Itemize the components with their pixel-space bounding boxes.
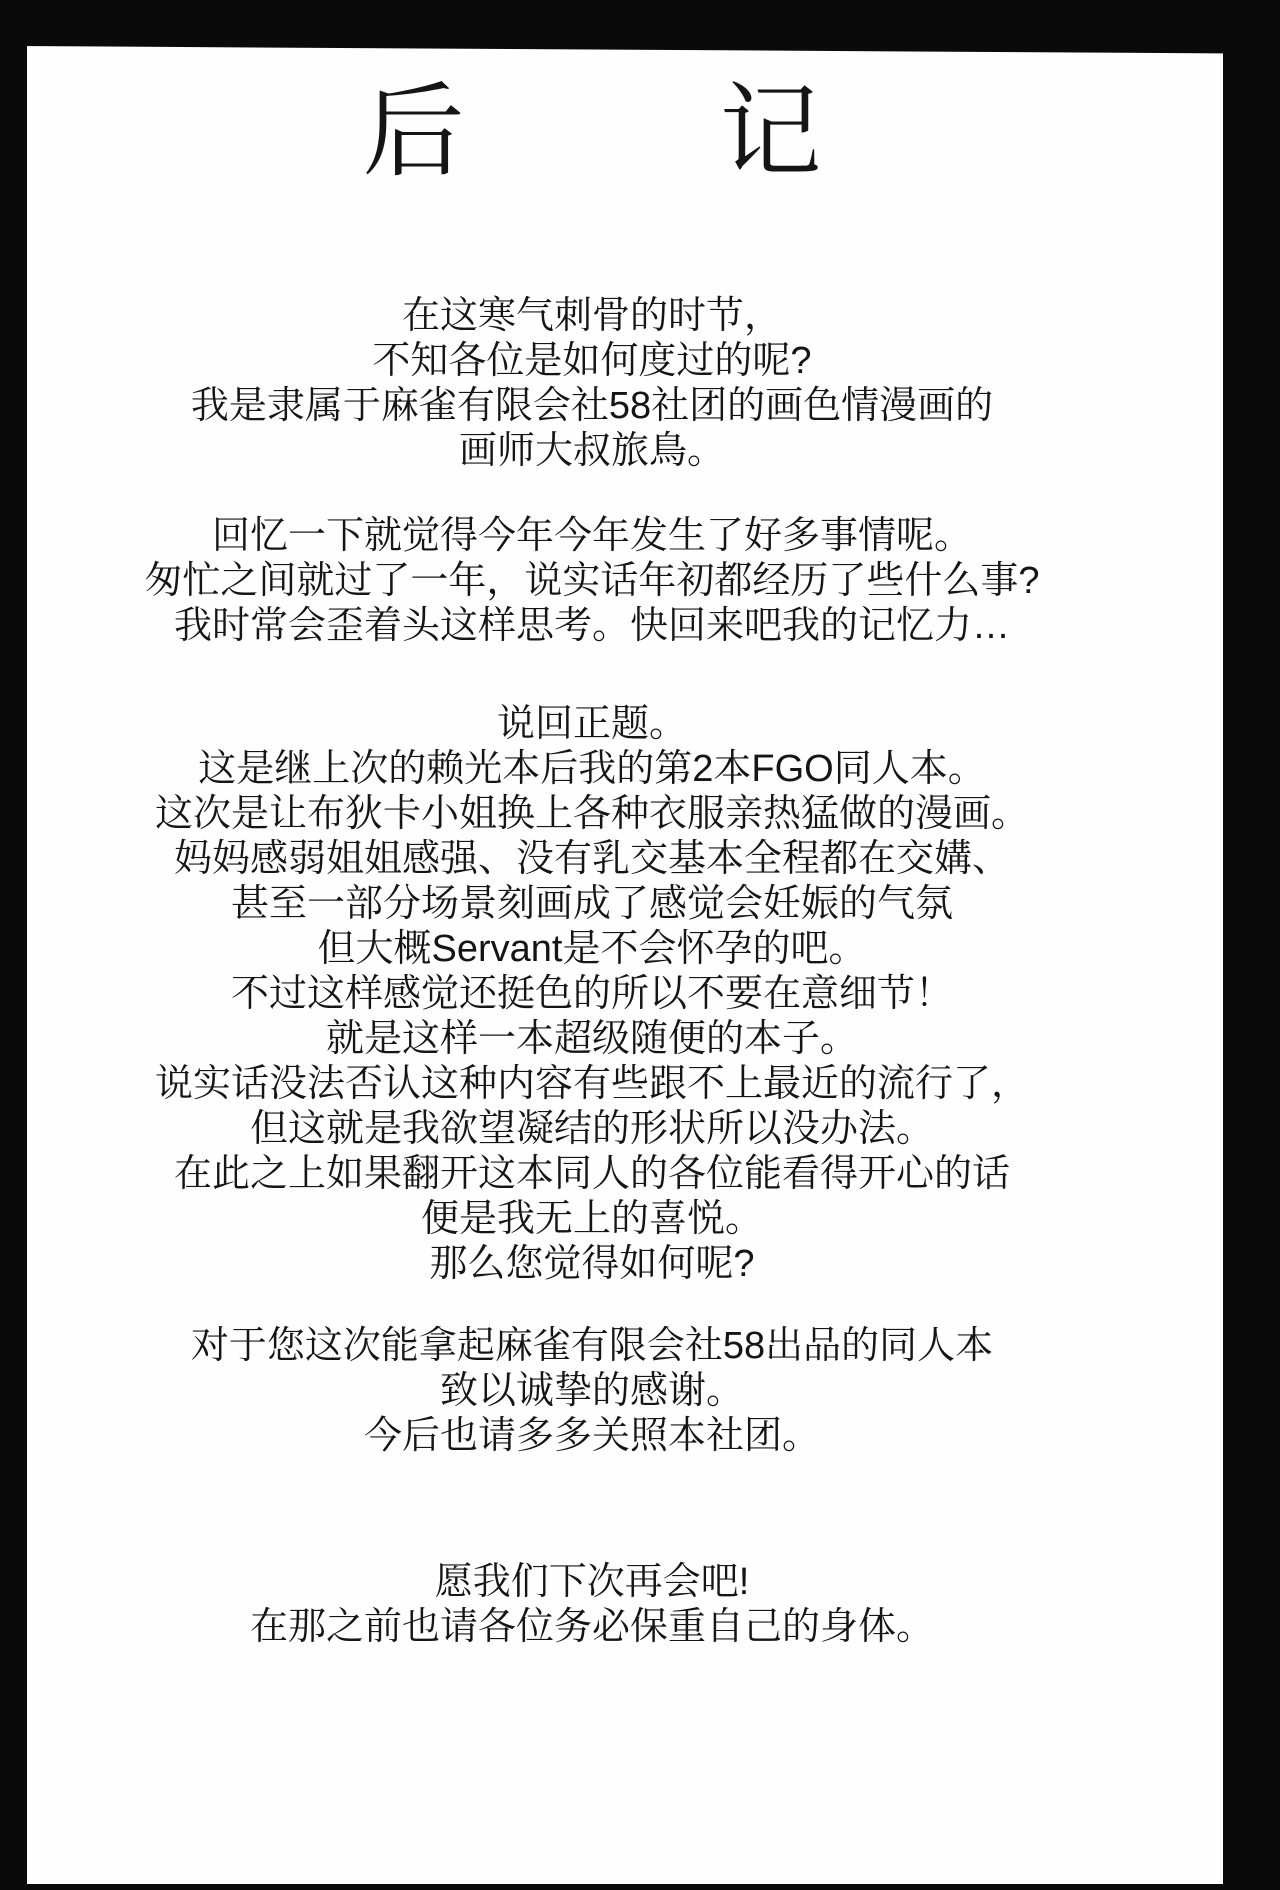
afterword-line: 不知各位是如何度过的呢? [372, 340, 812, 383]
afterword-line: 在那之前也请各位务必保重自己的身体。 [249, 1606, 934, 1649]
afterword-line: 这是继上次的赖光本后我的第2本FGO同人本。 [198, 748, 986, 791]
afterword-line: 我时常会歪着头这样思考。快回来吧我的记忆力… [173, 605, 1010, 648]
afterword-line: 回忆一下就觉得今年今年发生了好多事情呢。 [211, 515, 972, 558]
afterword-line: 愿我们下次再会吧! [434, 1561, 750, 1604]
afterword-line: 就是这样一本超级随便的本子。 [325, 1018, 858, 1061]
page-title [27, 75, 1157, 189]
title-char-left: 后 [362, 75, 465, 189]
afterword-line: 致以诚挚的感谢。 [439, 1370, 744, 1413]
afterword-paragraph [27, 1324, 1157, 1459]
afterword-paragraph [27, 294, 1157, 474]
afterword-line: 不过这样感觉还挺色的所以不要在意细节！ [230, 973, 953, 1016]
afterword-line: 在此之上如果翻开这本同人的各位能看得开心的话 [173, 1153, 1010, 1196]
afterword-line: 那么您觉得如何呢? [429, 1243, 755, 1286]
afterword-line: 说实话没法否认这种内容有些跟不上最近的流行了， [154, 1063, 1029, 1106]
afterword-line: 说回正题。 [496, 703, 687, 746]
afterword-line: 在这寒气刺骨的时节， [401, 295, 782, 338]
afterword-line: 画师大叔旅鳥。 [458, 430, 725, 473]
afterword-line: 我是隶属于麻雀有限会社58社团的画色情漫画的 [190, 385, 994, 428]
afterword-line: 匆忙之间就过了一年，说实话年初都经历了些什么事? [144, 560, 1040, 603]
afterword-content [27, 40, 1157, 1650]
afterword-paragraph [27, 702, 1157, 1287]
afterword-line: 这次是让布狄卡小姐换上各种衣服亲热猛做的漫画。 [154, 793, 1029, 836]
afterword-page [27, 40, 1223, 1884]
afterword-line: 便是我无上的喜悦。 [420, 1198, 763, 1241]
afterword-line: 妈妈感弱姐姐感强、没有乳交基本全程都在交媾、 [173, 838, 1010, 881]
afterword-paragraph [27, 1560, 1157, 1650]
afterword-line: 但这就是我欲望凝结的形状所以没办法。 [249, 1108, 934, 1151]
afterword-paragraph [27, 514, 1157, 649]
afterword-line: 但大概Servant是不会怀孕的吧。 [317, 928, 867, 971]
title-char-right: 记 [719, 75, 822, 189]
afterword-line: 甚至一部分场景刻画成了感觉会妊娠的气氛 [230, 883, 953, 926]
afterword-paragraphs [27, 294, 1157, 1650]
afterword-line: 今后也请多多关照本社团。 [363, 1415, 820, 1458]
afterword-line: 对于您这次能拿起麻雀有限会社58出品的同人本 [190, 1325, 994, 1368]
